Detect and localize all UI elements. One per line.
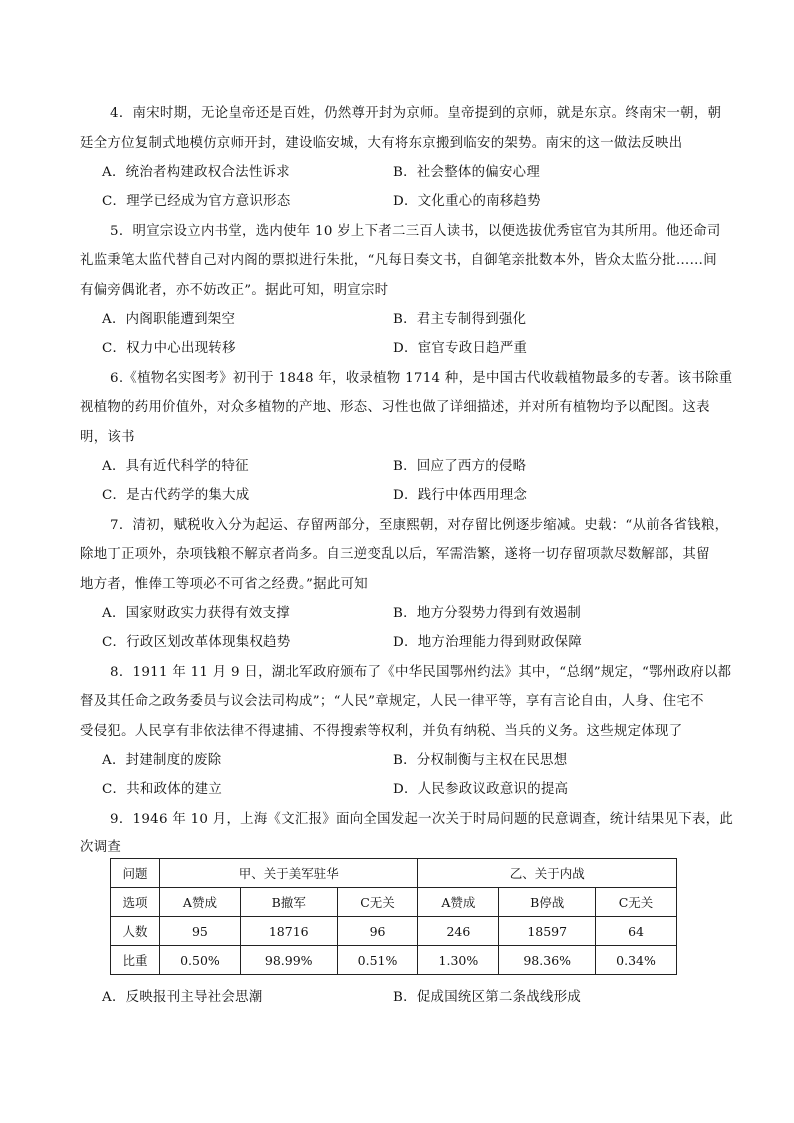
q6-stem-line-3: 明，该书	[80, 430, 135, 445]
table-cell: 1.30%	[418, 946, 499, 975]
q4-stem-line-1: 4．南宋时期，无论皇帝还是百姓，仍然尊开封为京师。皇帝提到的京师，就是东京。终南宋一朝，朝	[110, 106, 722, 121]
q4-option-d: D．文化重心的南移趋势	[393, 194, 541, 209]
q9-option-a: A．反映报刊主导社会思潮	[102, 990, 263, 1005]
q5-option-d: D．宦官专政日趋严重	[393, 341, 528, 356]
q7-stem-line-3: 地方者，惟俸工等项必不可省之经费。”据此可知	[80, 577, 368, 592]
q6-option-b: B．回应了西方的侵略	[393, 459, 527, 474]
table-cell: A赞成	[418, 888, 499, 917]
table-cell: 18716	[240, 917, 337, 946]
q5-stem-line-3: 有偏旁偶讹者，亦不妨改正”。据此可知，明宣宗时	[80, 283, 389, 298]
q5-stem-line-2: 礼监秉笔太监代替自己对内阁的票拟进行朱批，“凡每日奏文书，自御笔亲批数本外，皆众太监分批……间	[80, 253, 717, 268]
table-cell: 98.99%	[240, 946, 337, 975]
q6-option-a: A．具有近代科学的特征	[102, 459, 249, 474]
q6-option-d: D．践行中体西用理念	[393, 488, 528, 503]
q8-option-d: D．人民参政议政意识的提高	[393, 782, 569, 797]
table-cell: C无关	[337, 888, 418, 917]
q8-option-b: B．分权制衡与主权在民思想	[393, 753, 568, 768]
q4-option-a: A．统治者构建政权合法性诉求	[102, 165, 290, 180]
q9-stem-line-2: 次调查	[80, 840, 122, 855]
q6-stem-line-1: 6.《植物名实图考》初刊于 1848 年，收录植物 1714 种，是中国古代收载植物最多的专著。该书除重	[110, 371, 733, 386]
table-row	[111, 946, 677, 975]
q4-option-c: C．理学已经成为官方意识形态	[102, 194, 291, 209]
q8-stem-line-2: 督及其任命之政务委员与议会法司构成”；“人民”章规定，人民一律平等，享有言论自由，人身、住宅不	[80, 694, 704, 709]
q7-option-c: C．行政区划改革体现集权趋势	[102, 635, 291, 650]
table-row-header: 选项	[111, 888, 160, 917]
q5-option-c: C．权力中心出现转移	[102, 341, 236, 356]
table-cell: B撤军	[240, 888, 337, 917]
table-row-header: 人数	[111, 917, 160, 946]
q8-stem-line-3: 受侵犯。人民享有非依法律不得逮捕、不得搜索等权利，并负有纳税、当兵的义务。这些规定体现了	[80, 724, 683, 739]
q6-option-c: C．是古代药学的集大成	[102, 488, 250, 503]
q7-stem-line-2: 除地丁正项外，杂项钱粮不解京者尚多。自三逆变乱以后，军需浩繁，遂将一切存留项款尽数解部，其留	[80, 547, 710, 562]
q5-option-b: B．君主专制得到强化	[393, 312, 527, 327]
survey-table	[110, 858, 677, 975]
table-cell: 96	[337, 917, 418, 946]
table-cell: 0.34%	[596, 946, 677, 975]
table-row	[111, 859, 677, 888]
table-cell: 98.36%	[499, 946, 596, 975]
table-cell: 0.50%	[160, 946, 241, 975]
table-cell: C无关	[596, 888, 677, 917]
table-group-header: 甲、关于美军驻华	[160, 859, 418, 888]
table-row	[111, 917, 677, 946]
table-cell: 18597	[499, 917, 596, 946]
q7-option-a: A．国家财政实力获得有效支撑	[102, 606, 290, 621]
table-row	[111, 888, 677, 917]
q7-option-d: D．地方治理能力得到财政保障	[393, 635, 583, 650]
table-row-header: 问题	[111, 859, 160, 888]
q7-option-b: B．地方分裂势力得到有效遏制	[393, 606, 582, 621]
q4-stem-line-2: 廷全方位复制式地模仿京师开封，建设临安城，大有将东京搬到临安的架势。南宋的这一做法反映出	[80, 136, 683, 151]
q8-option-a: A．封建制度的废除	[102, 753, 222, 768]
q5-option-a: A．内阁职能遭到架空	[102, 312, 236, 327]
table-cell: 95	[160, 917, 241, 946]
q7-stem-line-1: 7．清初，赋税收入分为起运、存留两部分，至康熙朝，对存留比例逐步缩减。史载：“从前各省钱粮，	[110, 518, 729, 533]
q5-stem-line-1: 5．明宣宗设立内书堂，选内使年 10 岁上下者二三百人读书，以便选拔优秀宦官为其所用。他还命司	[110, 224, 721, 239]
table-cell: 246	[418, 917, 499, 946]
q4-option-b: B．社会整体的偏安心理	[393, 165, 541, 180]
table-group-header: 乙、关于内战	[418, 859, 677, 888]
table-cell: A赞成	[160, 888, 241, 917]
table-cell: 64	[596, 917, 677, 946]
q9-stem-line-1: 9．1946 年 10 月，上海《文汇报》面向全国发起一次关于时局问题的民意调查，统计结果见下表，此	[110, 812, 734, 827]
q8-option-c: C．共和政体的建立	[102, 782, 223, 797]
q9-option-b: B．促成国统区第二条战线形成	[393, 990, 582, 1005]
q8-stem-line-1: 8．1911 年 11 月 9 日，湖北军政府颁布了《中华民国鄂州约法》其中，“总纲”规定，“鄂州政府以都	[110, 665, 732, 680]
table-cell: B停战	[499, 888, 596, 917]
table-row-header: 比重	[111, 946, 160, 975]
table-cell: 0.51%	[337, 946, 418, 975]
q6-stem-line-2: 视植物的药用价值外，对众多植物的产地、形态、习性也做了详细描述，并对所有植物均予以配图。这表	[80, 400, 710, 415]
